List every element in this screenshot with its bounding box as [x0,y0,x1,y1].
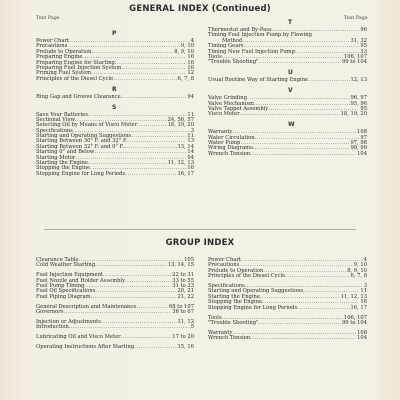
general-index-right-column [208,20,367,162]
index-entry [208,274,367,279]
index-entry-label: Method [222,37,243,44]
index-entry-label: Water Circulation [208,134,255,141]
index-entry-label: Injection or Adjustments [36,319,101,326]
index-entry-label: Stopping the Engine [208,299,263,306]
index-entry-label: Preparing Fuel Injection System [36,64,122,71]
index-entry-page: 5 [190,324,194,331]
index-entry-page: 68 to 107 [168,303,194,310]
group-index-title: GROUP INDEX [165,238,235,248]
index-entry-page: 4 [190,38,194,44]
leader-dots [240,112,340,117]
index-entry-label: Clearance Table [36,257,79,263]
index-entry [36,77,194,82]
index-entry-page: 33 to 55 [172,277,194,284]
index-entry-page: 9, 10 [353,262,367,269]
index-entry-page: 11, 12, 13 [167,160,194,167]
index-entry-page: 3 [190,127,194,134]
index-entry [36,325,194,330]
index-entry [36,310,194,315]
leader-dots [134,345,176,350]
index-entry [36,263,194,268]
group-index-left-column [36,258,194,355]
index-entry-page: 11 [187,133,194,140]
index-entry-label: Starting and Operating Suggestions [208,288,304,295]
index-entry-label: Timing Fuel Injection Pump by Flowing [208,32,312,39]
index-entry-page: 20, 21 [177,288,194,295]
index-entry-page: 108 [357,329,367,336]
index-entry-page: 95, 96 [350,100,367,107]
section-divider [44,229,356,230]
index-entry-label: Warranty [208,329,233,336]
index-entry-label: Ring Gap and Groove Clearance [36,93,121,100]
index-entry-page: 16, 17 [177,170,194,177]
index-entry-label: Valve Grinding [208,95,247,102]
index-entry-page: 104 [357,335,367,342]
index-entry-page: 36 to 67 [172,309,194,316]
index-entry-page: 94 [187,93,194,100]
index-entry-label: Principles of the Diesel Cycle [36,75,114,82]
index-entry-label: Starting Motor [36,154,76,161]
index-entry-label: Fuel Pump Timing [36,283,85,290]
index-entry-page: 11 [360,288,367,295]
leader-dots [95,263,167,268]
general-index-title: GENERAL INDEX (Continued) [129,4,271,14]
index-entry-label: Preparing Engine for Starting [36,59,115,66]
index-entry-page: 14 [187,149,194,156]
index-entry-label: Thermostat and By-Pass [208,27,272,33]
index-entry-page: 106, 107 [343,53,367,60]
general-index-left-column [36,31,194,182]
index-entry-label: Specifications [208,283,245,290]
section-letter: T [288,19,293,26]
index-entry-page: 98, 99 [350,145,367,152]
index-entry-label: Tools [208,53,222,60]
index-entry-page: 8, 9, 10 [347,267,367,274]
index-entry-page: 12, 13 [350,77,367,84]
index-entry-page: 24, 56, 57 [167,116,194,123]
index-entry-label: Wiring Diagrams [208,145,253,152]
index-entry-label: Starting the Engine [208,293,260,300]
index-entry-page: 94 [187,154,194,161]
index-entry-label: Stopping Engine for Long Periods [208,304,298,311]
index-entry-label: Lubricating Oil and Visco Meter [36,334,121,341]
index-entry-label: Stopping the Engine [36,165,91,172]
index-entry-page: 96, 97 [350,95,367,102]
index-entry-page: 6, 7, 8 [177,75,194,82]
index-entry-page: 99 to 104 [341,59,367,66]
index-entry-label: Usual Routine Way of Starting Engine [208,77,308,84]
leader-dots [121,335,172,340]
index-entry-label: Starting 0° and Below [36,149,95,156]
index-entry [208,152,367,157]
index-entry-page: 8, 9, 10 [174,48,194,55]
index-entry-label: Priming Fuel System [36,70,92,77]
index-entry [208,306,367,311]
index-entry-label: Specifications [36,127,73,134]
index-entry-page: 12 [187,70,194,77]
index-entry-label: Cold Weather Starting [36,262,96,269]
index-entry-page: 9, 10 [180,43,194,50]
index-entry-page: 16 [187,64,194,71]
index-entry-label: Preparing Engine [36,54,83,61]
index-entry-label: Starting and Operating Suggestions [36,133,132,140]
index-entry-label: Water Pump [208,139,241,146]
index-entry-label: Operating Instructions After Starting [36,344,135,351]
section-letter: S [112,103,117,111]
index-entry-page: 11, 12 [177,319,194,326]
index-entry-label: Prelude to Operation [208,267,264,274]
index-entry-page: 96 [360,27,367,33]
index-entry-label: Power Chart [36,38,70,44]
index-entry-page: 11, 12, 13 [340,293,367,300]
index-entry-label: "Trouble Shooting" [208,59,259,66]
index-entry-page: 31 to 33 [172,283,194,290]
index-entry-page: 11 [187,111,194,118]
index-entry-page: 3 [363,283,367,290]
index-entry-page: 18, 19, 20 [340,111,367,118]
index-entry-label: Precautions [208,262,240,269]
index-entry-label: Starting the Engine [36,160,88,167]
index-entry [208,321,367,326]
index-entry-label: Sectional View [36,116,75,123]
leader-dots [285,274,349,279]
index-entry [208,78,367,83]
index-entry-page: 18, 19, 20 [167,122,194,129]
index-entry-page: 99 to 104 [341,319,367,326]
index-entry-label: Starting Between 32° F. and 0° F. [36,143,125,150]
leader-dots [297,306,349,311]
leader-dots [113,77,176,82]
leader-dots [250,152,356,157]
index-entry-page: 21, 22 [177,293,194,300]
index-entry [208,60,367,65]
text-page-label-right: Text Page [344,16,368,21]
index-entry-label: Stopping Engine for Long Periods [36,170,126,177]
index-entry-label: Governors [36,309,64,316]
section-letter: U [288,69,293,77]
index-entry-label: Warranty [208,129,233,136]
index-entry [36,295,194,300]
index-entry-label: Tools [208,314,222,321]
index-entry-page: 97 [360,134,367,141]
index-entry-label: Valve Mechanism [208,100,254,107]
index-entry-label: Fuel Oil Specifications [36,288,96,295]
index-entry-label: Valve Tappet Assembly [208,105,269,112]
index-entry-page: 4 [363,257,367,263]
index-entry [36,95,194,100]
index-entry-page: 104 [357,150,367,157]
index-entry-label: Prelude to Operation [36,48,92,55]
index-entry-page: 31, 32 [350,37,367,44]
index-entry-label: Wrench Tension [208,335,251,342]
text-page-label-left: Text Page [36,16,60,21]
index-entry-label: Fuel Nozzle and Holder Assembly [36,277,126,284]
leader-dots [258,321,341,326]
leader-dots [69,325,190,330]
index-entry-page: 105 [184,257,194,263]
index-entry-label: "Trouble Shooting" [208,319,259,326]
index-entry [36,172,194,177]
index-entry-page: 17 to 20 [172,334,194,341]
index-entry-page: 13, 14, 15 [167,262,194,269]
index-entry [208,336,367,341]
index-entry-page: 16 [360,299,367,306]
section-letter: W [288,121,295,129]
index-entry-page: 15, 16 [177,344,194,351]
leader-dots [63,310,171,315]
index-entry-page: 16 [187,54,194,61]
leader-dots [125,172,176,177]
leader-dots [258,60,341,65]
index-entry-page: 108 [357,129,367,136]
index-entry-label: Fuel Injection Equipment [36,272,103,279]
index-entry-label: Save Your Batteries [36,111,88,118]
index-entry [36,335,194,340]
index-entry-page: 16 [187,59,194,66]
leader-dots [121,95,187,100]
index-entry-label: Timing New Fuel Injection Pump [208,48,295,55]
index-entry-label: Visco Meter [208,111,240,118]
index-entry-page: 95 [360,43,367,50]
index-entry-page: 16, 17 [350,304,367,311]
index-entry-page: 106, 107 [343,314,367,321]
index-entry-label: Starting Between 30° F. and 32° F. [36,138,128,145]
index-entry-page: 95 [360,105,367,112]
index-entry-page: 6, 7, 8 [350,273,367,280]
leader-dots [90,295,176,300]
section-letter: P [112,30,117,37]
index-entry-label: Introduction [36,324,69,331]
index-entry-page: 33 [360,48,367,55]
index-entry-label: Selecting Oil by Means of Visco Meter [36,122,137,129]
index-entry-label: Wrench Tension [208,150,251,157]
index-entry-label: Principles of the Diesel Cycle [208,273,286,280]
index-entry-page: 22 to 31 [172,272,194,279]
leader-dots [250,336,356,341]
index-entry [36,345,194,350]
index-entry-label: Precautions [36,43,68,50]
group-index-right-column [208,258,367,346]
index-entry-page: 13 [187,138,194,145]
leader-dots [308,78,350,83]
index-entry-label: Timing Gears [208,43,244,50]
index-entry [208,112,367,117]
index-entry-label: Fuel Piping Diagram [36,293,91,300]
index-entry-label: Power Chart [208,257,242,263]
section-letter: V [288,87,293,95]
index-entry-page: 13, 14 [177,143,194,150]
index-entry-label: General Description and Maintenance [36,303,137,310]
section-letter: R [112,85,117,93]
index-entry-page: 16 [187,165,194,172]
index-entry-page: 97, 98 [350,139,367,146]
